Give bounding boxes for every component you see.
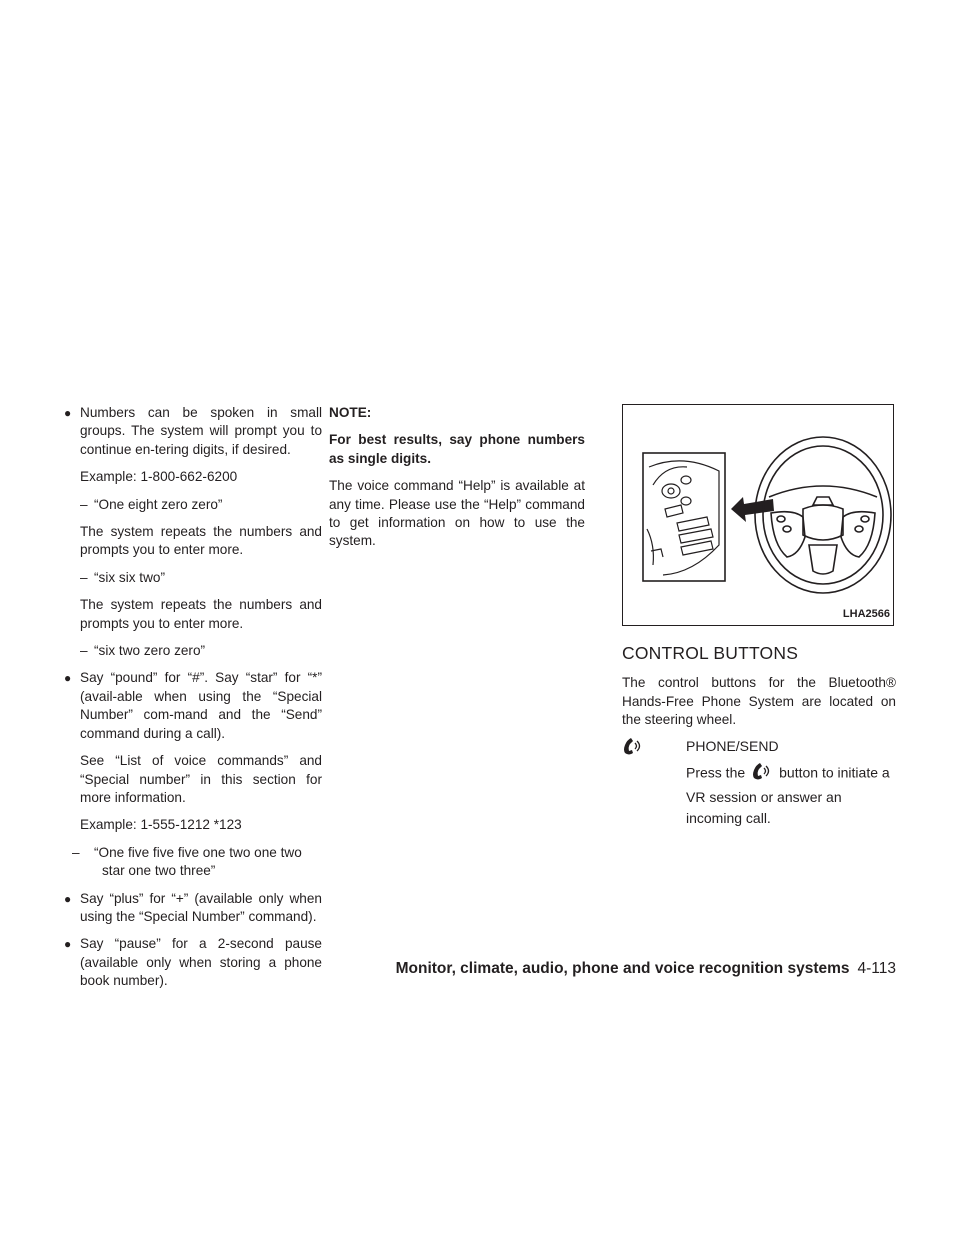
control-desc-before: Press the [686,764,746,781]
bullet-text: Say “pound” for “#”. Say “star” for “*” (avail-able when using the “Special Number” com-mand and the “Send” command during a call). [80,670,322,741]
dash-symbol: – [80,569,88,585]
figure-code: LHA2566 [842,607,890,620]
control-description [622,761,896,829]
dash-text: “One eight zero zero” [94,496,223,512]
left-column [64,404,322,1000]
page-footer [0,960,896,978]
bullet-icon: ● [64,891,72,906]
bullet-pound-star [64,669,322,743]
steering-wheel-illustration [623,405,893,625]
steering-wheel-figure [622,404,894,626]
dash-item-2 [64,569,322,587]
dash-text: “six six two” [94,569,165,585]
dash-item-1 [64,496,322,514]
control-buttons-intro: The control buttons for the Bluetooth® Hands-Free Phone System are located on the steering wheel. [622,675,896,728]
control-name: PHONE/SEND [686,737,779,754]
dash-symbol: – [80,496,88,512]
repeat-text-2: The system repeats the numbers and prompts you to enter more. [80,597,322,631]
phone-send-icon [622,736,644,762]
footer-section-title: Monitor, climate, audio, phone and voice recognition systems [395,960,850,977]
right-column [622,404,896,829]
dash-item-3 [64,642,322,660]
bullet-icon: ● [64,406,72,420]
dash-symbol: – [80,643,88,659]
phone-send-icon [751,761,773,787]
repeat-text-1: The system repeats the numbers and prompts you to enter more. [80,524,322,558]
dash-text: “One five five five one two one two star one two three” [94,844,302,879]
example-2: Example: 1-555-1212 *123 [80,817,242,833]
control-desc-after: button to initiate a VR session or answer an incoming call. [686,764,890,826]
bullet-text: Say “pause” for a 2-second pause (available only when storing a phone book number). [80,936,322,989]
bullet-icon: ● [64,937,72,952]
bullet-icon: ● [64,671,72,686]
bullet-text: Numbers can be spoken in small groups. The system will prompt you to continue en-tering digits, if desired. [80,405,322,457]
section-title: CONTROL BUTTONS [622,643,799,663]
middle-column [329,404,585,551]
bullet-small-groups [64,404,322,459]
see-reference: See “List of voice commands” and “Special number” in this section for more information. [80,753,322,805]
note-text: The voice command “Help” is available at any time. Please use the “Help” command to get information on how to use the system. [329,478,585,549]
example-1: Example: 1-800-662-6200 [80,469,238,485]
bullet-plus [64,890,322,927]
phone-send-control [622,736,896,829]
dash-text: “six two zero zero” [94,643,206,659]
note-bold-text: For best results, say phone numbers as single digits. [329,432,585,466]
dash-item-4: – “One five five five one two one two star one two three” [72,844,302,879]
note-heading: NOTE: [329,405,372,420]
bullet-text: Say “plus” for “+” (available only when using the “Special Number” command). [80,890,322,924]
page-number: 4-113 [857,960,896,977]
